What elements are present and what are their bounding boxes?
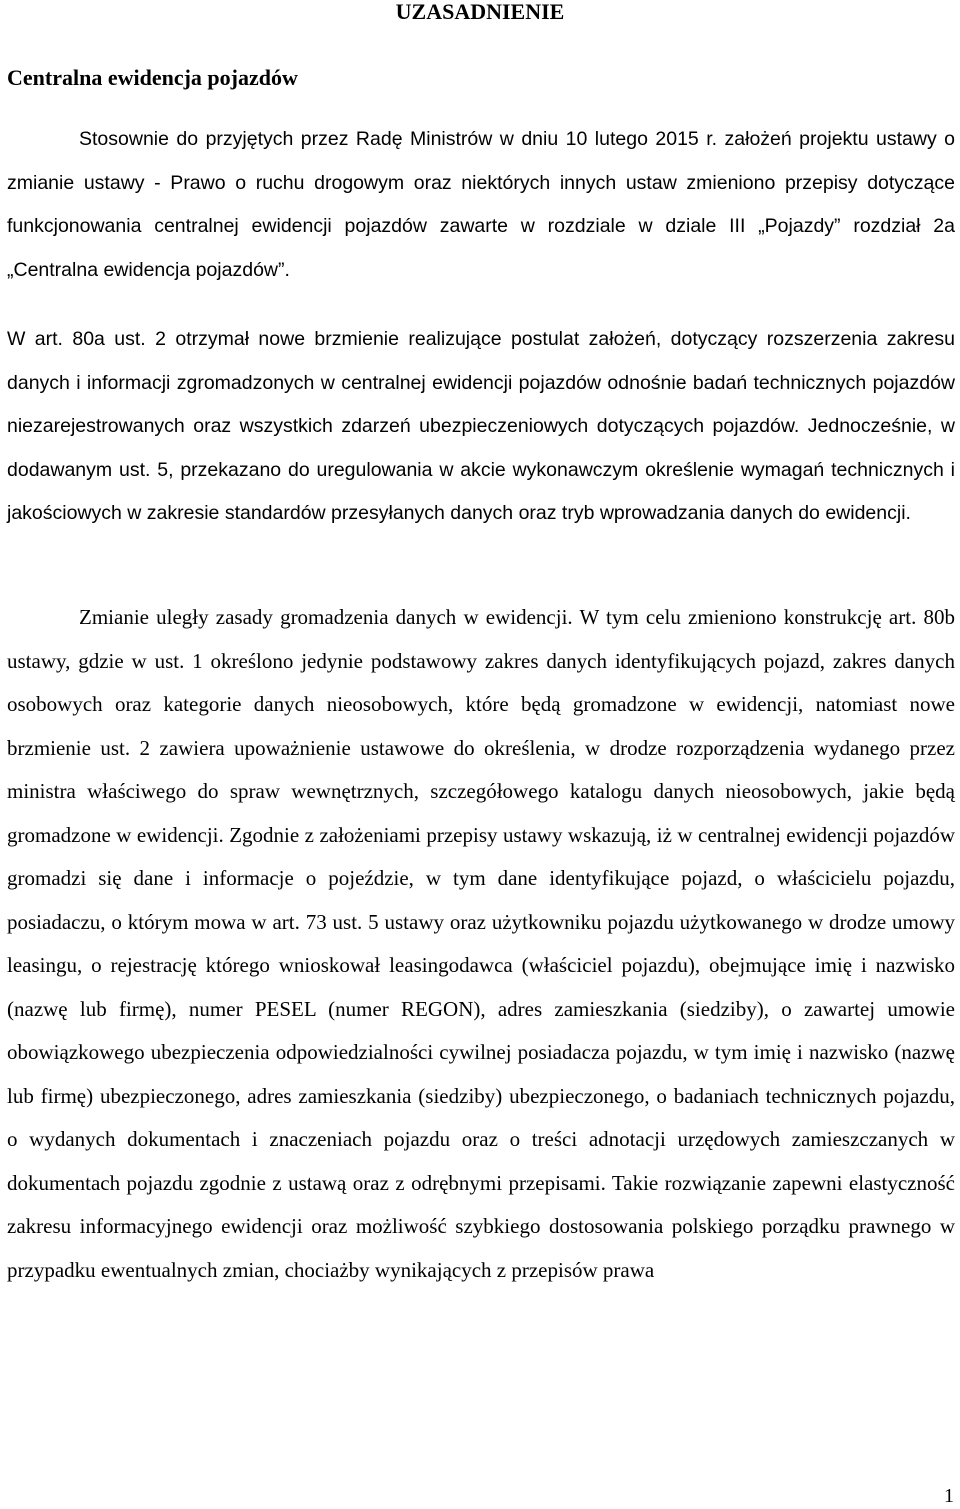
paragraph-2: W art. 80a ust. 2 otrzymał nowe brzmienie realizujące postulat założeń, dotyczący rozszerzenia zakresu danych i informacji zgromadzonych w centralnej ewidencji pojazdów odnośnie badań technicznych pojazdów niezarejestrowanych oraz wszystkich zdarzeń ubezpieczeniowych dotyczących pojazdów. Jednocześnie, w dodawanym ust. 5, przekazano do uregulowania w akcie wykonawczym określenie wymagań technicznych i jakościowych w zakresie standardów przesyłanych danych oraz tryb wprowadzania danych do ewidencji. — [7, 328, 955, 524]
paragraph-1: Stosownie do przyjętych przez Radę Ministrów w dniu 10 lutego 2015 r. założeń projektu ustawy o zmianie ustawy - Prawo o ruchu drogowym oraz niektórych innych ustaw zmieniono przepisy dotyczące funkcjonowania centralnej ewidencji pojazdów zawarte w rozdziale w dziale III „Pojazdy” rozdział 2a „Centralna ewidencja pojazdów”. — [7, 128, 955, 281]
section-heading: Centralna ewidencja pojazdów — [7, 65, 298, 90]
paragraph-3: Zmianie uległy zasady gromadzenia danych w ewidencji. W tym celu zmieniono konstrukcję art. 80b ustawy, gdzie w ust. 1 określono jedynie podstawowy zakres danych identyfikujących pojazd, zakres danych osobowych oraz kategorie danych nieosobowych, które będą gromadzone w ewidencji, natomiast nowe brzmienie ust. 2 zawiera upoważnienie ustawowe do określenia, w drodze rozporządzenia wydanego przez ministra właściwego do spraw wewnętrznych, szczegółowego katalogu danych nieosobowych, jakie będą gromadzone w ewidencji. Zgodnie z założeniami przepisy ustawy wskazują, iż w centralnej ewidencji pojazdów gromadzi się dane i informacje o pojeździe, w tym dane identyfikujące pojazd, o właścicielu pojazdu, posiadaczu, o którym mowa w art. 73 ust. 5 ustawy oraz użytkowniku pojazdu użytkowanego w drodze umowy leasingu, o rejestrację którego wnioskował leasingodawca (właściciel pojazdu), obejmujące imię i nazwisko (nazwę lub firmę), numer PESEL (numer REGON), adres zamieszkania (siedziby), o zawartej umowie obowiązkowego ubezpieczenia odpowiedzialności cywilnej posiadacza pojazdu, w tym imię i nazwisko (nazwę lub firmę) ubezpieczonego, adres zamieszkania (siedziby) ubezpieczonego, o badaniach technicznych pojazdu, o wydanych dokumentach i znaczeniach pojazdu oraz o treści adnotacji urzędowych zamieszczanych w dokumentach pojazdu zgodnie z ustawą oraz z odrębnymi przepisami. Takie rozwiązanie zapewni elastyczność zakresu informacyjnego ewidencji oraz możliwość szybkiego dostosowania polskiego porządku prawnego w przypadku ewentualnych zmian, chociażby wynikających z przepisów prawa — [7, 605, 955, 1282]
document-title: UZASADNIENIE — [395, 0, 565, 24]
page-number: 1 — [944, 1485, 954, 1507]
